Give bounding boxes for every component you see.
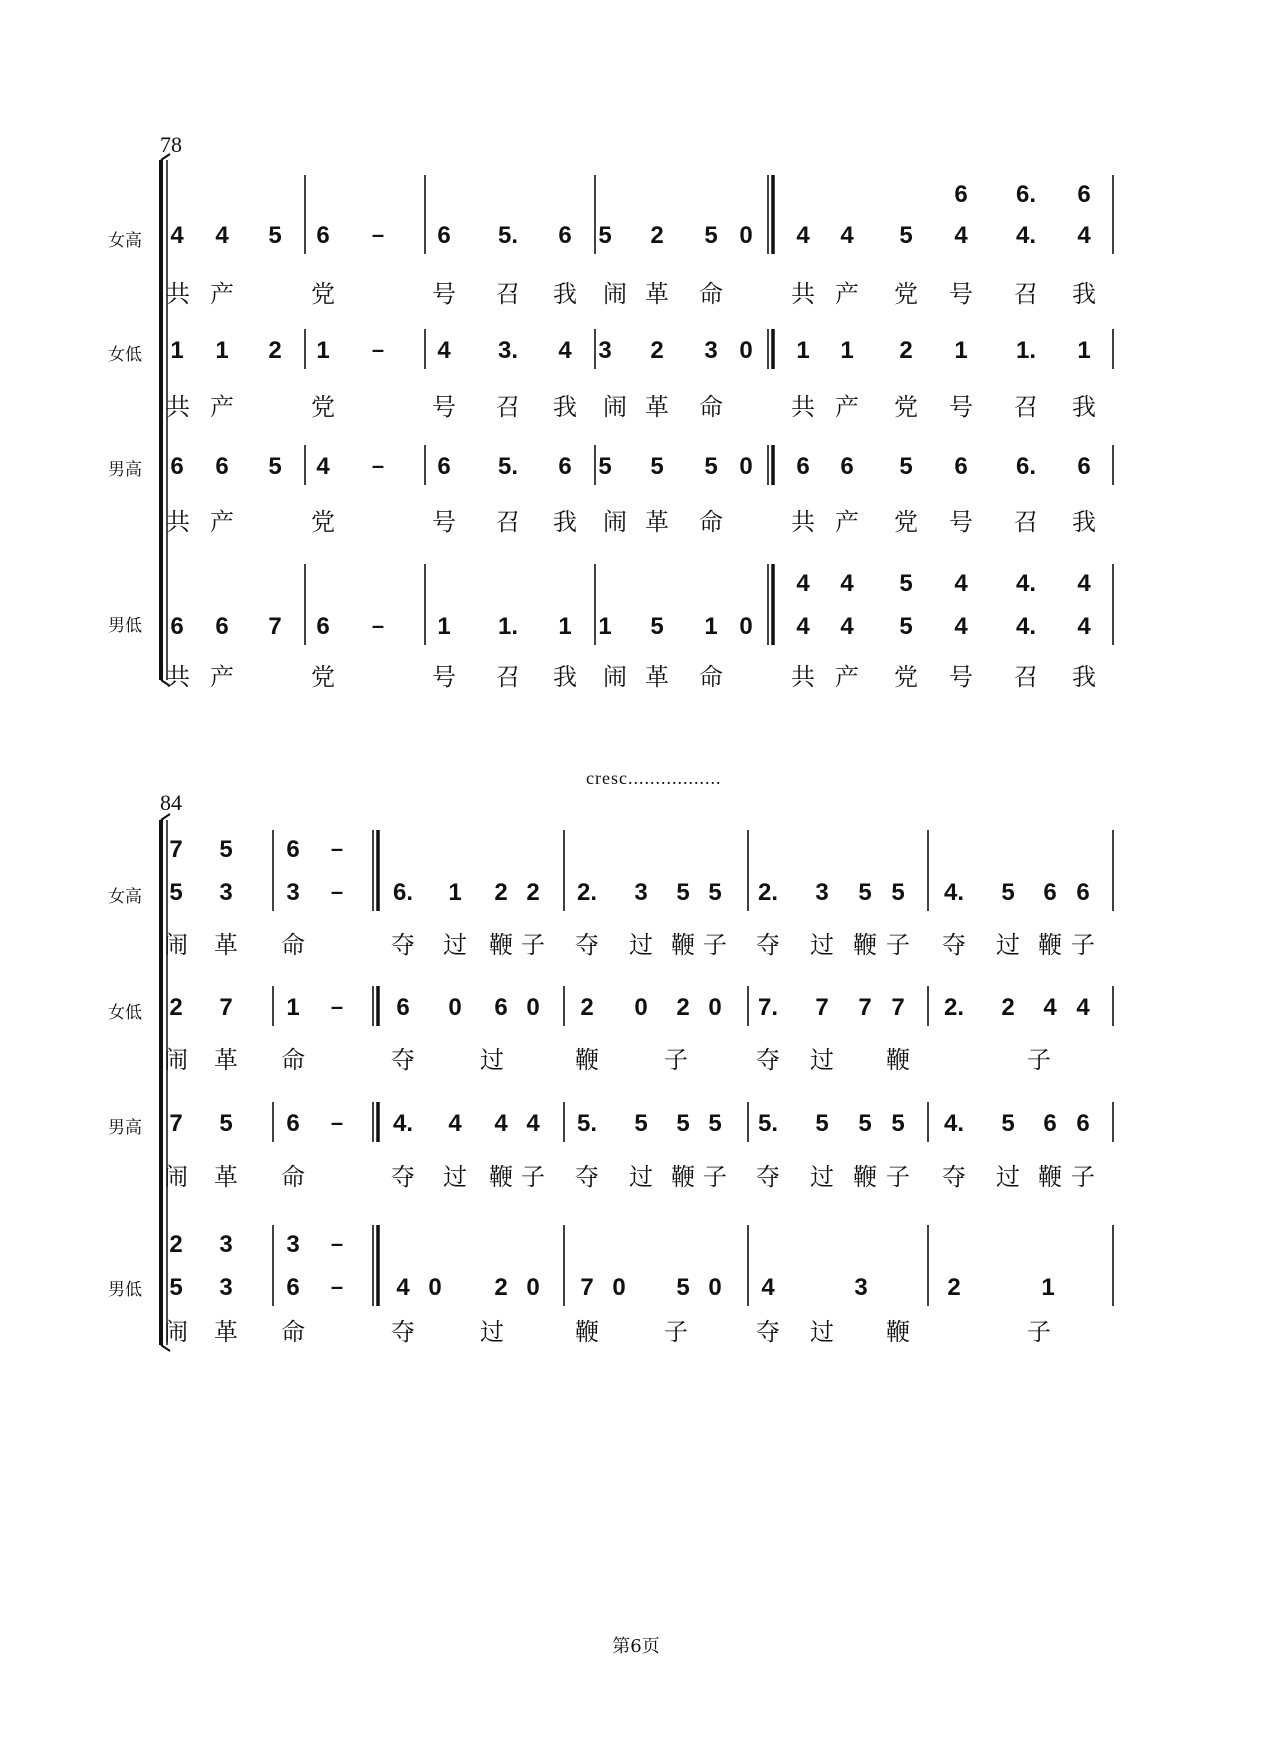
note: 5 xyxy=(634,1110,648,1137)
lyric-syllable: 子 xyxy=(703,931,727,959)
note: 5 xyxy=(708,879,722,906)
upper-note: 3 xyxy=(219,1231,233,1258)
upper-note: 6 xyxy=(286,836,300,863)
lyric-syllable: 鞭 xyxy=(575,1318,599,1346)
note: 6 xyxy=(1076,879,1090,906)
lyric-syllable: 我 xyxy=(553,663,577,691)
lyric-syllable: 鞭 xyxy=(671,931,695,959)
note: 7. xyxy=(757,994,779,1021)
note: 0 xyxy=(428,1274,442,1301)
note: 6 xyxy=(170,453,184,480)
note: 5. xyxy=(497,453,519,480)
expression-cresc: cresc................. xyxy=(586,768,722,788)
note: 5 xyxy=(676,879,690,906)
lyric-syllable: 共 xyxy=(791,280,815,308)
note: 1 xyxy=(170,337,184,364)
note: 7 xyxy=(891,994,905,1021)
lyric-syllable: 子 xyxy=(1027,1318,1051,1346)
note: 6. xyxy=(1015,453,1037,480)
note: 0 xyxy=(634,994,648,1021)
note: 5 xyxy=(676,1110,690,1137)
note: 6. xyxy=(392,879,414,906)
note: 1 xyxy=(598,613,612,640)
note: 4 xyxy=(840,613,854,640)
note: 5 xyxy=(268,222,282,249)
lyric-syllable: 共 xyxy=(166,508,190,536)
note: 0 xyxy=(739,453,753,480)
lyric-syllable: 夺 xyxy=(391,1318,415,1346)
note: 4 xyxy=(954,613,968,640)
lyric-syllable: 党 xyxy=(894,280,918,308)
lyric-syllable: 闹 xyxy=(603,508,627,536)
lyric-syllable: 革 xyxy=(645,663,669,691)
lyric-syllable: 夺 xyxy=(942,931,966,959)
note: 2 xyxy=(580,994,594,1021)
note: 4 xyxy=(954,222,968,249)
note: 1 xyxy=(316,337,330,364)
sustain-dash: – xyxy=(371,453,385,478)
lyric-syllable: 召 xyxy=(496,280,520,308)
lyric-syllable: 产 xyxy=(210,508,234,536)
note: 4 xyxy=(1076,994,1090,1021)
note: 4. xyxy=(1015,613,1037,640)
lyric-syllable: 共 xyxy=(791,508,815,536)
lyric-syllable: 党 xyxy=(894,663,918,691)
note: 3 xyxy=(219,879,233,906)
note: 3 xyxy=(815,879,829,906)
lyric-syllable: 召 xyxy=(1014,393,1038,421)
note: 4. xyxy=(392,1110,414,1137)
note: 5 xyxy=(676,1274,690,1301)
lyric-syllable: 夺 xyxy=(756,1046,780,1074)
note: 1 xyxy=(215,337,229,364)
upper-note: 4 xyxy=(1077,570,1091,597)
note: 1 xyxy=(558,613,572,640)
lyric-syllable: 命 xyxy=(281,1318,305,1346)
part-label-soprano: 女高 xyxy=(108,231,142,251)
note: 2. xyxy=(576,879,598,906)
note: 6 xyxy=(396,994,410,1021)
note: 5. xyxy=(497,222,519,249)
note: 6 xyxy=(286,1110,300,1137)
note: 1 xyxy=(1041,1274,1055,1301)
note: 6 xyxy=(286,1274,300,1301)
lyric-syllable: 产 xyxy=(210,393,234,421)
note: 2 xyxy=(169,994,183,1021)
note: 5 xyxy=(899,222,913,249)
note: 1 xyxy=(448,879,462,906)
lyric-syllable: 革 xyxy=(214,1318,238,1346)
note: 1 xyxy=(286,994,300,1021)
note: 6 xyxy=(840,453,854,480)
lyric-syllable: 子 xyxy=(521,1163,545,1191)
lyric-syllable: 夺 xyxy=(391,1046,415,1074)
note: 4 xyxy=(494,1110,508,1137)
note: 4 xyxy=(761,1274,775,1301)
sustain-dash: – xyxy=(330,1110,344,1135)
note: 3 xyxy=(598,337,612,364)
note: 6 xyxy=(215,613,229,640)
note: 5 xyxy=(650,613,664,640)
note: 0 xyxy=(739,222,753,249)
note: 2 xyxy=(899,337,913,364)
note: 4 xyxy=(215,222,229,249)
lyric-syllable: 我 xyxy=(1072,280,1096,308)
lyric-syllable: 过 xyxy=(810,1046,834,1074)
upper-note: 5 xyxy=(899,570,913,597)
lyric-syllable: 子 xyxy=(664,1318,688,1346)
upper-note: 2 xyxy=(169,1231,183,1258)
note: 2 xyxy=(268,337,282,364)
lyric-syllable: 共 xyxy=(166,663,190,691)
lyric-syllable: 过 xyxy=(480,1046,504,1074)
lyric-syllable: 闹 xyxy=(164,1318,188,1346)
lyric-syllable: 子 xyxy=(1027,1046,1051,1074)
note: 7 xyxy=(169,1110,183,1137)
part-label-tenor: 男高 xyxy=(108,1118,142,1138)
lyric-syllable: 过 xyxy=(810,1318,834,1346)
note: 6 xyxy=(796,453,810,480)
note: 6 xyxy=(494,994,508,1021)
lyric-syllable: 过 xyxy=(810,931,834,959)
note: 6 xyxy=(215,453,229,480)
note: 2 xyxy=(947,1274,961,1301)
note: 5 xyxy=(815,1110,829,1137)
lyric-syllable: 共 xyxy=(166,393,190,421)
lyric-syllable: 子 xyxy=(1071,931,1095,959)
note: 3. xyxy=(497,337,519,364)
lyric-syllable: 召 xyxy=(496,393,520,421)
note: 4 xyxy=(796,613,810,640)
lyric-syllable: 过 xyxy=(443,931,467,959)
lyric-syllable: 鞭 xyxy=(1038,931,1062,959)
note: 5 xyxy=(650,453,664,480)
note: 6 xyxy=(170,613,184,640)
lyric-syllable: 过 xyxy=(629,1163,653,1191)
note: 3 xyxy=(704,337,718,364)
note: 4 xyxy=(1077,613,1091,640)
lyric-syllable: 产 xyxy=(210,280,234,308)
note: 4. xyxy=(943,1110,965,1137)
lyric-syllable: 鞭 xyxy=(853,1163,877,1191)
note: 0 xyxy=(739,613,753,640)
lyric-syllable: 共 xyxy=(791,393,815,421)
note: 5. xyxy=(757,1110,779,1137)
part-label-tenor: 男高 xyxy=(108,460,142,480)
lyric-syllable: 夺 xyxy=(756,1318,780,1346)
lyric-syllable: 鞭 xyxy=(489,931,513,959)
note: 6 xyxy=(316,613,330,640)
lyric-syllable: 夺 xyxy=(575,931,599,959)
note: 5 xyxy=(598,222,612,249)
lyric-syllable: 命 xyxy=(699,393,723,421)
lyric-syllable: 我 xyxy=(553,508,577,536)
note: 0 xyxy=(708,994,722,1021)
lyric-syllable: 号 xyxy=(432,280,456,308)
note: 5 xyxy=(708,1110,722,1137)
lyric-syllable: 革 xyxy=(214,1046,238,1074)
upper-note: 5 xyxy=(219,836,233,863)
note: 2 xyxy=(526,879,540,906)
part-label-bass: 男低 xyxy=(108,1280,142,1300)
lyric-syllable: 闹 xyxy=(164,931,188,959)
lyric-syllable: 召 xyxy=(1014,280,1038,308)
note: 1. xyxy=(497,613,519,640)
note: 6 xyxy=(1077,453,1091,480)
note: 6 xyxy=(954,453,968,480)
note: 2 xyxy=(650,337,664,364)
lyric-syllable: 我 xyxy=(553,393,577,421)
lyric-syllable: 号 xyxy=(949,280,973,308)
lyric-syllable: 闹 xyxy=(164,1046,188,1074)
lyric-syllable: 子 xyxy=(703,1163,727,1191)
lyric-syllable: 共 xyxy=(791,663,815,691)
upper-note: 4 xyxy=(796,570,810,597)
part-label-bass: 男低 xyxy=(108,616,142,636)
lyric-syllable: 党 xyxy=(311,663,335,691)
lyric-syllable: 我 xyxy=(1072,508,1096,536)
upper-note: 6. xyxy=(1015,181,1037,208)
note: 5 xyxy=(704,453,718,480)
lyric-syllable: 党 xyxy=(894,508,918,536)
note: 5 xyxy=(704,222,718,249)
upper-note: 3 xyxy=(286,1231,300,1258)
lyric-syllable: 命 xyxy=(281,1046,305,1074)
measure-number: 78 xyxy=(160,132,182,157)
lyric-syllable: 产 xyxy=(835,508,859,536)
note: 1. xyxy=(1015,337,1037,364)
lyric-syllable: 革 xyxy=(645,280,669,308)
lyric-syllable: 夺 xyxy=(756,931,780,959)
part-label-soprano: 女高 xyxy=(108,887,142,907)
lyric-syllable: 过 xyxy=(629,931,653,959)
upper-note: 6 xyxy=(954,181,968,208)
note: 0 xyxy=(526,1274,540,1301)
note: 5. xyxy=(576,1110,598,1137)
lyric-syllable: 夺 xyxy=(756,1163,780,1191)
note: 4 xyxy=(448,1110,462,1137)
lyric-syllable: 号 xyxy=(432,393,456,421)
lyric-syllable: 闹 xyxy=(603,393,627,421)
note: 6 xyxy=(437,453,451,480)
note: 4. xyxy=(943,879,965,906)
lyric-syllable: 闹 xyxy=(603,280,627,308)
note: 1 xyxy=(437,613,451,640)
lyric-syllable: 产 xyxy=(835,280,859,308)
note: 4. xyxy=(1015,222,1037,249)
note: 5 xyxy=(891,879,905,906)
note: 0 xyxy=(612,1274,626,1301)
note: 1 xyxy=(704,613,718,640)
lyric-syllable: 号 xyxy=(949,663,973,691)
part-label-alto: 女低 xyxy=(108,1003,142,1023)
lyric-syllable: 党 xyxy=(894,393,918,421)
note: 7 xyxy=(815,994,829,1021)
note: 4 xyxy=(796,222,810,249)
lyric-syllable: 产 xyxy=(835,663,859,691)
lyric-syllable: 产 xyxy=(210,663,234,691)
lyric-syllable: 党 xyxy=(311,508,335,536)
lyric-syllable: 鞭 xyxy=(1038,1163,1062,1191)
note: 0 xyxy=(739,337,753,364)
sustain-dash: – xyxy=(371,222,385,247)
note: 5 xyxy=(899,453,913,480)
lyric-syllable: 命 xyxy=(281,931,305,959)
lyric-syllable: 子 xyxy=(886,931,910,959)
lyric-syllable: 革 xyxy=(645,393,669,421)
bracket-cap xyxy=(161,814,170,820)
note: 1 xyxy=(1077,337,1091,364)
lyric-syllable: 夺 xyxy=(575,1163,599,1191)
note: 3 xyxy=(219,1274,233,1301)
lyric-syllable: 命 xyxy=(281,1163,305,1191)
note: 6 xyxy=(437,222,451,249)
note: 0 xyxy=(526,994,540,1021)
lyric-syllable: 召 xyxy=(496,508,520,536)
measure-number: 84 xyxy=(160,790,182,815)
lyric-syllable: 革 xyxy=(214,1163,238,1191)
note: 6 xyxy=(1043,879,1057,906)
lyric-syllable: 闹 xyxy=(603,663,627,691)
lyric-syllable: 子 xyxy=(1071,1163,1095,1191)
upper-note: 4 xyxy=(954,570,968,597)
note: 4 xyxy=(396,1274,410,1301)
lyric-syllable: 我 xyxy=(1072,663,1096,691)
lyric-syllable: 鞭 xyxy=(671,1163,695,1191)
note: 5 xyxy=(858,1110,872,1137)
upper-note: 6 xyxy=(1077,181,1091,208)
note: 3 xyxy=(286,879,300,906)
lyric-syllable: 子 xyxy=(664,1046,688,1074)
lyric-syllable: 号 xyxy=(432,663,456,691)
note: 5 xyxy=(268,453,282,480)
lyric-syllable: 产 xyxy=(835,393,859,421)
note: 1 xyxy=(954,337,968,364)
lyric-syllable: 召 xyxy=(496,663,520,691)
note: 4 xyxy=(526,1110,540,1137)
note: 7 xyxy=(580,1274,594,1301)
lyric-syllable: 召 xyxy=(1014,508,1038,536)
lyric-syllable: 召 xyxy=(1014,663,1038,691)
note: 7 xyxy=(268,613,282,640)
lyric-syllable: 命 xyxy=(699,508,723,536)
note: 3 xyxy=(634,879,648,906)
lyric-syllable: 夺 xyxy=(942,1163,966,1191)
lyric-syllable: 我 xyxy=(1072,393,1096,421)
note: 2 xyxy=(494,1274,508,1301)
lyric-syllable: 命 xyxy=(699,280,723,308)
note: 5 xyxy=(858,879,872,906)
note: 5 xyxy=(219,1110,233,1137)
sustain-dash: – xyxy=(330,1274,344,1299)
lyric-syllable: 过 xyxy=(480,1318,504,1346)
lyric-syllable: 鞭 xyxy=(575,1046,599,1074)
note: 6 xyxy=(558,222,572,249)
note: 1 xyxy=(840,337,854,364)
note: 0 xyxy=(708,1274,722,1301)
lyric-syllable: 闹 xyxy=(164,1163,188,1191)
lyric-syllable: 过 xyxy=(443,1163,467,1191)
lyric-syllable: 夺 xyxy=(391,1163,415,1191)
lyric-syllable: 过 xyxy=(996,931,1020,959)
note: 5 xyxy=(891,1110,905,1137)
sustain-dash: – xyxy=(371,337,385,362)
sustain-dash: – xyxy=(330,994,344,1019)
note: 3 xyxy=(854,1274,868,1301)
part-label-alto: 女低 xyxy=(108,345,142,365)
note: 7 xyxy=(219,994,233,1021)
note: 5 xyxy=(1001,879,1015,906)
lyric-syllable: 鞭 xyxy=(886,1046,910,1074)
note: 4 xyxy=(1043,994,1057,1021)
note: 5 xyxy=(598,453,612,480)
note: 7 xyxy=(858,994,872,1021)
sustain-dash: – xyxy=(371,613,385,638)
note: 4 xyxy=(558,337,572,364)
note: 2 xyxy=(676,994,690,1021)
sustain-dash: – xyxy=(330,879,344,904)
note: 1 xyxy=(796,337,810,364)
lyric-syllable: 命 xyxy=(699,663,723,691)
note: 5 xyxy=(1001,1110,1015,1137)
upper-note: 4 xyxy=(840,570,854,597)
lyric-syllable: 过 xyxy=(996,1163,1020,1191)
lyric-syllable: 鞭 xyxy=(489,1163,513,1191)
note: 2 xyxy=(1001,994,1015,1021)
lyric-syllable: 我 xyxy=(553,280,577,308)
lyric-syllable: 子 xyxy=(886,1163,910,1191)
note: 5 xyxy=(169,879,183,906)
note: 6 xyxy=(558,453,572,480)
lyric-syllable: 党 xyxy=(311,393,335,421)
note: 4 xyxy=(316,453,330,480)
lyric-syllable: 共 xyxy=(166,280,190,308)
note: 4 xyxy=(1077,222,1091,249)
note: 2. xyxy=(943,994,965,1021)
note: 6 xyxy=(316,222,330,249)
note: 6 xyxy=(1076,1110,1090,1137)
note: 4 xyxy=(840,222,854,249)
note: 4 xyxy=(437,337,451,364)
lyric-syllable: 鞭 xyxy=(853,931,877,959)
lyric-syllable: 号 xyxy=(432,508,456,536)
page-number: 第6页 xyxy=(612,1636,660,1657)
lyric-syllable: 过 xyxy=(810,1163,834,1191)
lyric-syllable: 革 xyxy=(645,508,669,536)
note: 5 xyxy=(899,613,913,640)
note: 2 xyxy=(494,879,508,906)
sustain-dash: – xyxy=(330,1231,344,1256)
lyric-syllable: 鞭 xyxy=(886,1318,910,1346)
note: 6 xyxy=(1043,1110,1057,1137)
note: 2 xyxy=(650,222,664,249)
lyric-syllable: 号 xyxy=(949,508,973,536)
lyric-syllable: 子 xyxy=(521,931,545,959)
lyric-syllable: 夺 xyxy=(391,931,415,959)
upper-note: 7 xyxy=(169,836,183,863)
lyric-syllable: 革 xyxy=(214,931,238,959)
sustain-dash: – xyxy=(330,836,344,861)
note: 0 xyxy=(448,994,462,1021)
note: 5 xyxy=(169,1274,183,1301)
lyric-syllable: 党 xyxy=(311,280,335,308)
note: 4 xyxy=(170,222,184,249)
note: 2. xyxy=(757,879,779,906)
upper-note: 4. xyxy=(1015,570,1037,597)
lyric-syllable: 号 xyxy=(949,393,973,421)
